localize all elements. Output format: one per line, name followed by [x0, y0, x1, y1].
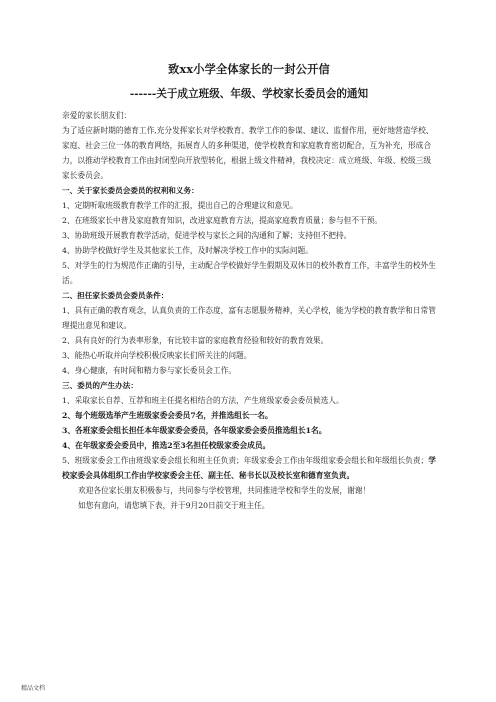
- section-1-item: 3、协助班级开展教育教学活动，促进学校与家长之间的沟通和了解；支持但不把持。: [62, 231, 352, 240]
- section-3-heading: 三、委员的产生办法：: [62, 381, 138, 390]
- closing-invitation: 欢迎各位家长朋友积极参与，共同参与学校管理，共同推进学校和学生的发展，谢谢！: [78, 486, 371, 495]
- section-1-item: 2、在班级家长中普及家庭教育知识，改进家庭教育方法，提高家庭教育质量；参与但不干预。: [62, 216, 383, 225]
- section-3-item-5-emphasis: 学校家委会具体组织工作由学校家委会主任、副主任、秘书长以及校长室和德育室负责。: [62, 456, 436, 480]
- section-3-item: 1、采取家长自荐、互荐和班主任提名相结合的方法，产生班级家委会委员候选人。: [62, 396, 344, 405]
- letter-subtitle: ------关于成立班级、年级、学校家长委员会的通知: [129, 88, 369, 100]
- footer-label: 精品文档: [21, 685, 46, 692]
- section-1-item: 1、定期听取班级教育教学工作的汇报，提出自己的合理建议和意见。: [62, 201, 298, 210]
- section-2-heading: 二、担任家长委员会委员条件：: [62, 291, 169, 300]
- section-2-item: 4、身心健康，有时间和精力参与家长委员会工作。: [62, 366, 237, 375]
- section-3-item: 2、每个班级选举产生班级家委会委员7名，并推选组长一名。: [62, 411, 273, 420]
- section-1-item: 5、对学生的行为规范作正确的引导，主动配合学校做好学生假期及双休日的校外教育工作，丰富学生的校外生活。: [62, 261, 436, 285]
- section-3-item: 3、各班家委会组长担任本年级家委会委员，各年级家委会委员推选组长1名。: [62, 426, 327, 435]
- section-2-item: 2、具有良好的行为表率形象，有比较丰富的家庭教育经验和较好的教育效果。: [62, 336, 329, 345]
- greeting: 亲爱的家长朋友们：: [62, 111, 132, 120]
- section-3-item: 4、在年级家委会委员中，推选2至3名担任校级家委会成员。: [62, 441, 271, 450]
- section-1-item: 4、协助学校做好学生及其他家长工作，及时解决学校工作中的实际问题。: [62, 246, 313, 255]
- closing-instruction: 如您有意向，请您填下表，并于9月20日前交于班主任。: [78, 501, 270, 510]
- section-2-item: 3、能热心听取并向学校积极反映家长们所关注的问题。: [62, 351, 252, 360]
- intro-paragraph: 为了适应新时期的德育工作,充分发挥家长对学校教育、教学工作的参谋、建议、监督作用，更好地营造学校、家庭、社会三位一体的教育网络，拓展育人的多种渠道，使学校教育和家庭教育密切配合，互为补充，形成合力，以推动学校教育工作由封闭型向开放型转化，根据上级文件精神，我校决定：成立班级、年级、校级三级家长委员会。: [62, 126, 434, 180]
- section-3-item-5-text: 5、班级家委会工作由班级家委会组长和班主任负责；年级家委会工作由年级组家委会组长和年级组长负责；: [62, 456, 429, 465]
- section-2-item: 1、具有正确的教育观念，认真负责的工作态度，富有志愿服务精神，关心学校，能为学校的教育教学和日常管理提出意见和建议。: [62, 306, 436, 330]
- letter-body: [62, 62, 436, 513]
- letter-title: 致xx小学全体家长的一封公开信: [168, 62, 330, 76]
- section-1-heading: 一、关于家长委员会委员的权利和义务：: [62, 186, 199, 195]
- section-3-item-5: [62, 453, 436, 483]
